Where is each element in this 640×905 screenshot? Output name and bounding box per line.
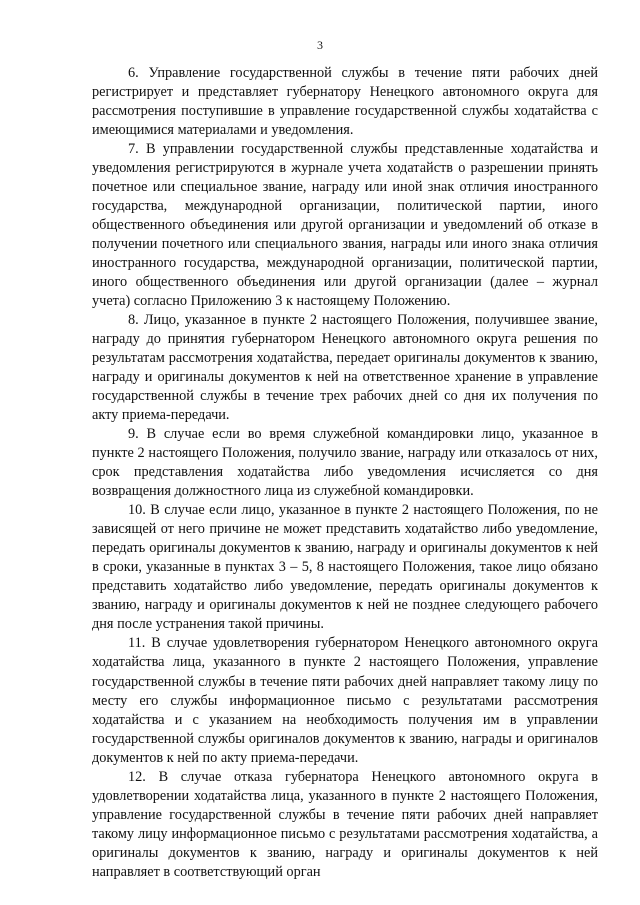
paragraph-7: 7. В управлении государственной службы представленные ходатайства и уведомления регистрируются в журнале учета ходатайств о разрешении принять почетное или специальное звание, награду или иной знак отличия иностранного государства, международной организации, политической партии, иного общественного объединения или другой организации и уведомлений об отказе в получении почетного или специального звания, награды или иного знака отличия иностранного государства, международной организации, политической партии, иного общественного объединения или другой организации (далее – журнал учета) согласно Приложению 3 к настоящему Положению. <box>92 141 598 310</box>
page-number: 3 <box>317 38 323 52</box>
paragraph-11: 11. В случае удовлетворения губернатором Ненецкого автономного округа ходатайства лица, указанного в пункте 2 настоящего Положения, управление государственной службы в течение пяти рабочих дней направляет такому лицу по месту его службы информационное письмо с результатами рассмотрения ходатайства и с указанием на необходимость получения им в управлении государственной службы оригиналов документов к званию, награды и оригиналов документов к ней по акту приема-передачи. <box>92 635 598 766</box>
paragraph-6: 6. Управление государственной службы в течение пяти рабочих дней регистрирует и представляет губернатору Ненецкого автономного округа для рассмотрения поступившие в управление государственной службы ходатайства с имеющимися материалами и уведомления. <box>92 65 598 139</box>
paragraph-10: 10. В случае если лицо, указанное в пункте 2 настоящего Положения, по не зависящей от него причине не может представить ходатайство либо уведомление, передать оригиналы документов к званию, награду и оригиналы документов к ней в сроки, указанные в пунктах 3 – 5, 8 настоящего Положения, такое лицо обязано представить ходатайство либо уведомление, передать оригиналы документов к званию, награду и оригиналы документов к ней не позднее следующего рабочего дня после устранения такой причины. <box>92 502 598 633</box>
paragraph-8: 8. Лицо, указанное в пункте 2 настоящего Положения, получившее звание, награду до принятия губернатором Ненецкого автономного округа решения по результатам рассмотрения ходатайства, передает оригиналы документов к званию, награду и оригиналы документов к ней на ответственное хранение в управление государственной службы в течение трех рабочих дней со дня их получения по акту приема-передачи. <box>92 312 598 424</box>
paragraph-9: 9. В случае если во время служебной командировки лицо, указанное в пункте 2 настоящего Положения, получило звание, награду или отказалось от них, срок представления ходатайства либо уведомления исчисляется со дня возвращения должностного лица из служебной командировки. <box>92 426 598 500</box>
document-body <box>92 64 598 882</box>
paragraph-12: 12. В случае отказа губернатора Ненецкого автономного округа в удовлетворении ходатайства лица, указанного в пункте 2 настоящего Положения, управление государственной службы в течение пяти рабочих дней направляет такому лицу информационное письмо с результатами рассмотрения ходатайства, а оригиналы документов к званию, награду и оригиналы документов к ней направляет в соответствующий орган <box>92 768 598 880</box>
